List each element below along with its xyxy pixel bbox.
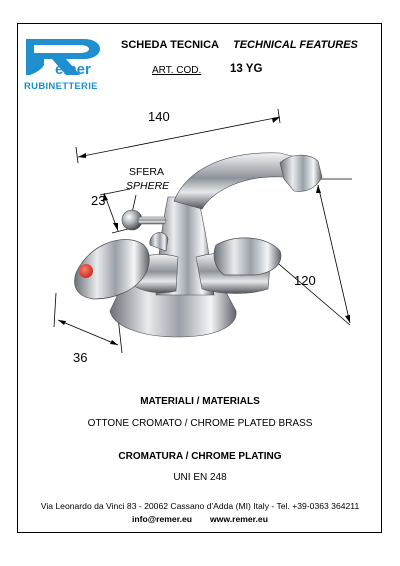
faucet-technical-drawing	[18, 105, 382, 390]
plating-heading: CROMATURA / CHROME PLATING	[118, 451, 282, 462]
title-en: TECHNICAL FEATURES	[233, 39, 358, 51]
contact-line	[0, 514, 400, 525]
website-link[interactable]: www.remer.eu	[210, 514, 268, 524]
dim-width: 140	[148, 109, 170, 124]
svg-text:RUBINETTERIE: RUBINETTERIE	[24, 81, 98, 92]
materials-heading: MATERIALI / MATERIALS	[140, 396, 260, 407]
sphere-label-en: SPHERE	[126, 180, 170, 192]
faucet-image	[75, 153, 322, 337]
company-address: Via Leonardo da Vinci 83 - 20062 Cassano d'Adda (MI) Italy - Tel. +39-0363 364211	[40, 501, 360, 511]
dim-sphere: 23	[91, 193, 106, 208]
plating-value: UNI EN 248	[173, 472, 227, 483]
svg-text:emer: emer	[55, 61, 91, 78]
dim-height: 120	[294, 273, 316, 288]
article-code: 13 YG	[230, 63, 263, 75]
title-it: SCHEDA TECNICA	[121, 39, 219, 51]
dim-handle: 36	[73, 350, 88, 365]
materials-value: OTTONE CROMATO / CHROME PLATED BRASS	[87, 418, 313, 429]
hot-indicator-icon	[79, 264, 93, 278]
sphere-label-it: SFERA	[129, 166, 165, 178]
remer-logo	[22, 35, 114, 93]
email-link[interactable]: info@remer.eu	[132, 514, 192, 524]
article-code-label: ART. COD.	[152, 65, 202, 76]
